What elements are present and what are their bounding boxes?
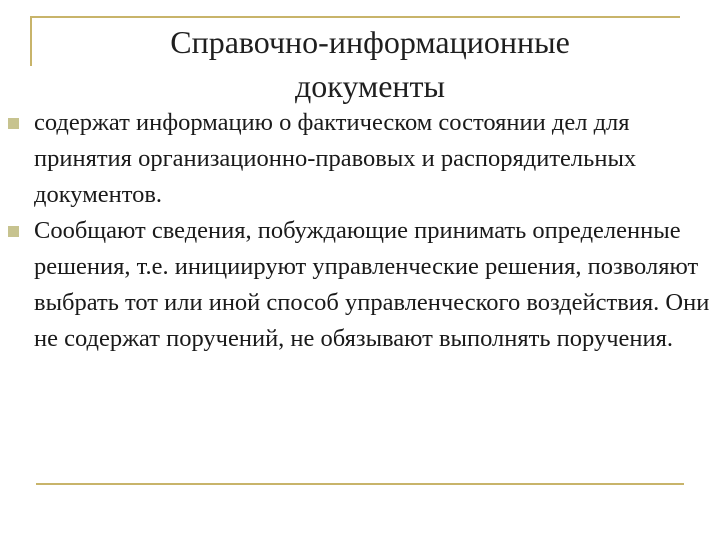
bullet-list xyxy=(0,105,720,357)
bullet-item-2 xyxy=(0,213,720,357)
bottom-divider-line xyxy=(36,483,684,485)
square-bullet-icon xyxy=(8,226,19,237)
slide-title-line-2: документы xyxy=(294,68,445,104)
title-frame-top-line xyxy=(30,16,680,18)
bullet-text-1: содержат информацию о фактическом состоянии дел для принятия организационно-правовых и распорядительных документов. xyxy=(34,109,637,208)
title-frame-left-line xyxy=(30,16,32,66)
slide-title xyxy=(70,20,670,108)
bullet-item-1 xyxy=(0,105,720,213)
square-bullet-icon xyxy=(8,118,19,129)
bullet-text-2: Сообщают сведения, побуждающие принимать определенные решения, т.е. инициируют управленческие решения, позволяют выбрать тот или иной способ управленческого воздействия. Они не содержат поручений, не обязывают выполнять поручения. xyxy=(34,217,710,352)
slide-title-line-1: Справочно-информационные xyxy=(170,24,570,60)
